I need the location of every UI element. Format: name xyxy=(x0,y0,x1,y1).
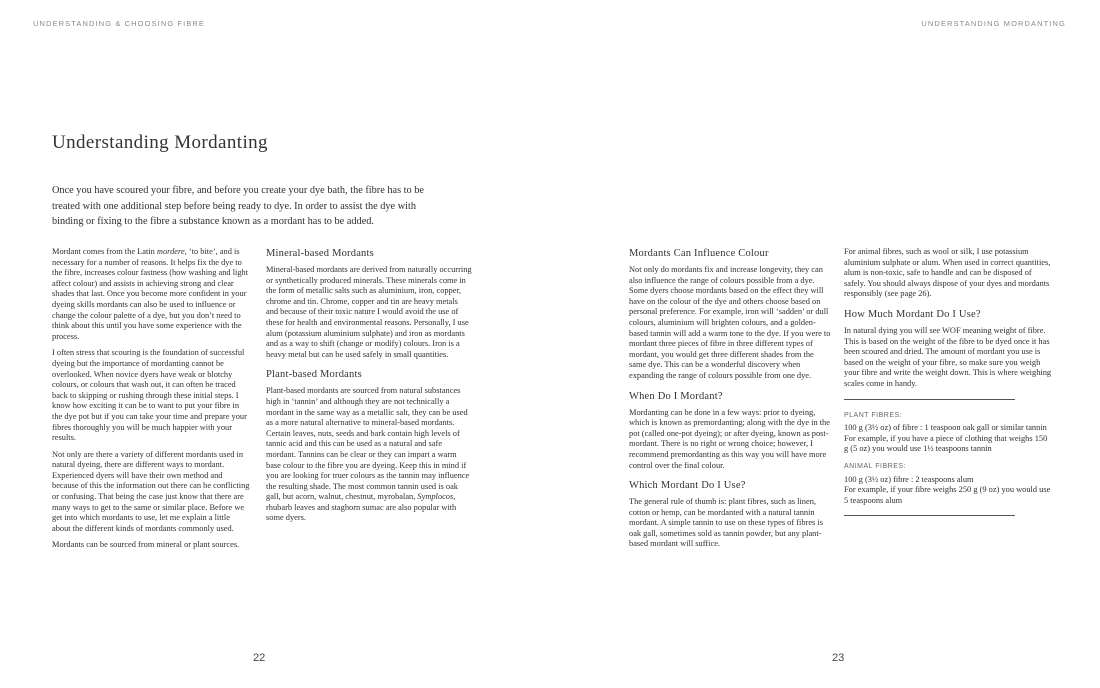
animal-example: For example, if your fibre weighs 250 g (9 oz) you would use 5 teaspoons alum xyxy=(844,485,1051,505)
text: , rhubarb leaves and staghorn sumac are also popular with some dyers. xyxy=(266,492,457,523)
paragraph xyxy=(52,247,250,342)
paragraph: I often stress that scouring is the foundation of successful dyeing but the importance of mordanting cannot be overlooked. When novice dyers have weak or blotchy colours, or colours that wash out, it can often be traced back to skipping or rushing through these initial steps. I know how exciting it can be to want to put your fibre in the dye pot but if you can take your time and prepare your fibres thoroughly you will be much happier with your results. xyxy=(52,348,247,443)
paragraph: In natural dying you will see WOF meaning weight of fibre. This is based on the weight of the fibre to be dyed once it has been scoured and dried. The amount of mordant you use is based on the weight of your fibre, so make sure you weigh your fibre and write the weight down. This is where weighing scales come in handy. xyxy=(844,325,1052,388)
paragraph: Not only are there a variety of different mordants used in natural dyeing, there are different ways to mordant. Experienced dyers will have their own method and because of this the information out there can be conflicting or confusing. That being the case just know that there are many ways to get to the same or similar place. Before we get into which mordants to use, let me explain a little about the different kinds of mordants commonly used. xyxy=(52,449,250,533)
divider xyxy=(844,399,1015,400)
animal-fibres-label: ANIMAL FIBRES: xyxy=(844,462,906,470)
paragraph: Mordants can be sourced from mineral or plant sources. xyxy=(52,540,240,550)
italic-term: Symplocos xyxy=(417,492,454,502)
paragraph: Not only do mordants fix and increase longevity, they can also influence the range of colours possible from a dye. Some dyers choose mordants based on the effect they will have on the colour of the dye and others choose based on personal preference. For example, iron will ‘sadden’ or dull colours, aluminium will brighten colours, and a golden-based tannin will add a warm tone to the dye. If you were to mordant three pieces of fibre in three different types of mordant, you would get three different shades from the same dye. This can be a wonderful discovery when expanding the range of colours possible from one dye. xyxy=(629,265,831,380)
ratio-box xyxy=(844,411,1052,507)
paragraph xyxy=(266,386,472,524)
text: Mordant comes from the Latin xyxy=(52,247,157,256)
text: Plant-based mordants are sourced from natural substances high in ‘tannin’ and although they are not technically a mordant in the same way as a metallic salt, they can be used as a more natural alternative to mineral-based mordants. Certain leaves, nuts, seeds and bark contain high levels of tannic acid and this can be used as a natural and safe mordant. Tannins can be clear or they can impart a warm base colour to the fibre you are dyeing. Keep this in mind if you are looking for truer colours as the tannin may influence the resulting shade. The most common tannin used is oak gall, but acorn, walnut, chestnut, myrobalan, xyxy=(266,386,470,502)
page-number-right: 23 xyxy=(832,652,845,664)
section-heading-influence: Mordants Can Influence Colour xyxy=(629,248,769,259)
plant-fibres-label: PLANT FIBRES: xyxy=(844,411,903,419)
column-1 xyxy=(52,247,250,557)
text: , ‘to bite’, and is necessary for a number of reasons. It helps fix the dye to the fibre, increases colour fastness (how washing and light affect colour) and assists in achieving strong and clear shades that last. Once you become more confident in your dyeing skills mordants can also be used to influence or change the colour palette of a dye, but you don’t need to think about this until you have some experience with the process. xyxy=(52,247,249,341)
intro-paragraph: Once you have scoured your fibre, and before you create your dye bath, the fibre has to be treated with one additional step before being ready to dye. In order to assist the dye with binding or fixing to the fibre a substance known as a mordant has to be added. xyxy=(52,185,424,227)
section-heading-how-much: How Much Mordant Do I Use? xyxy=(844,308,981,320)
paragraph: For animal fibres, such as wool or silk, I use potassium aluminium sulphate or alum. When used in correct quantities, alum is non-toxic, safe to handle and can be disposed of safely. You should always dispose of your dyes and mordants responsibly (see page 26). xyxy=(844,247,1051,299)
plant-example: For example, if you have a piece of clothing that weighs 150 g (5 oz) you would use 1½ teaspoons tannin xyxy=(844,433,1048,454)
section-heading-mineral: Mineral-based Mordants xyxy=(266,248,374,259)
section-heading-plant: Plant-based Mordants xyxy=(266,369,362,381)
section-heading-when: When Do I Mordant? xyxy=(629,390,723,402)
column-3 xyxy=(629,247,833,556)
animal-ratio: 100 g (3½ oz) fibre : 2 teaspoons alum xyxy=(844,474,974,484)
latin-word: mordere xyxy=(156,247,185,256)
paragraph: The general rule of thumb is: plant fibres, such as linen, cotton or hemp, can be mordanted with a natural tannin mordant. A simple tannin to use on these types of fibres is oak gall, sometimes sold as tannin powder, but any plant-based mordant will suffice. xyxy=(629,497,823,549)
divider xyxy=(844,515,1015,516)
plant-ratio: 100 g (3½ oz) of fibre : 1 teaspoon oak gall or similar tannin xyxy=(844,423,1047,433)
paragraph: Mineral-based mordants are derived from naturally occurring or synthetically produced minerals. These minerals come in the form of metallic salts such as aluminium, iron, copper, chrome and tin. Chrome, copper and tin are heavy metals and because of their toxic nature I would avoid the use of these for health and environmental reasons. Personally, I use alum (potassium aluminium sulphate) and iron as mordants and as a way to shift (change or modify) colours. Iron is a heavy metal but can be used safely in small quantities. xyxy=(266,265,472,359)
running-header-left: UNDERSTANDING & CHOOSING FIBRE xyxy=(33,19,206,28)
column-2 xyxy=(266,247,472,530)
section-heading-which: Which Mordant Do I Use? xyxy=(629,480,746,492)
running-header-right: UNDERSTANDING MORDANTING xyxy=(921,19,1066,28)
page-title: Understanding Mordanting xyxy=(52,132,268,153)
page-number-left: 22 xyxy=(253,652,266,664)
paragraph: Mordanting can be done in a few ways: prior to dyeing, which is known as premordanting; along with the dye in the pot (called one-pot dyeing); or after dyeing, known as post-mordant. There is no right or wrong choice; however, I recommend premordanting as this way you will have more control over the final colour. xyxy=(629,407,830,470)
spacer xyxy=(844,455,1052,462)
column-4 xyxy=(844,247,1052,527)
